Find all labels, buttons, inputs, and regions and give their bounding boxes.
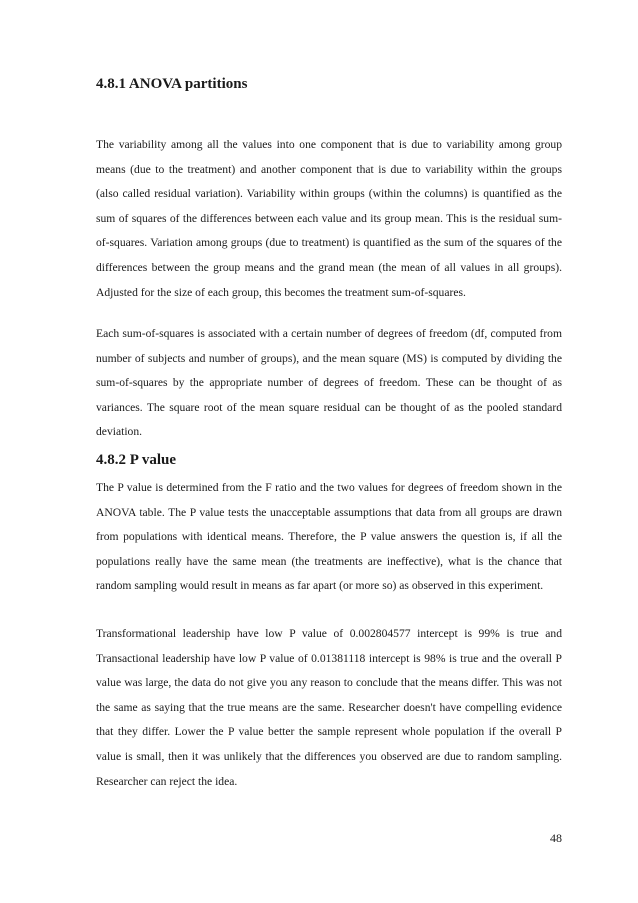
paragraph-variability: The variability among all the values into one component that is due to variability among group means (due to the treatment) and another component that is due to variability within the groups (also called residual variation). Variability within groups (within the columns) is quantified as the sum of squares of the differences between each value and its group mean. This is the residual sum-of-squares. Variation among groups (due to treatment) is quantified as the sum of the squares of the differences between the group means and the grand mean (the mean of all values in all groups). Adjusted for the size of each group, this becomes the treatment sum-of-squares. [96, 138, 562, 299]
paragraph-sum-of-squares: Each sum-of-squares is associated with a certain number of degrees of freedom (df, computed from number of subjects and number of groups), and the mean square (MS) is computed by dividing the sum-of-squares by the appropriate number of degrees of freedom. These can be thought of as variances. The square root of the mean square residual can be thought of as the pooled standard deviation. [96, 327, 562, 439]
page-number: 48 [550, 831, 562, 845]
section-heading-p-value: 4.8.2 P value [96, 452, 177, 468]
paragraph-p-value-definition: The P value is determined from the F ratio and the two values for degrees of freedom shown in the ANOVA table. The P value tests the unacceptable assumptions that data from all groups are drawn from populations with identical means. Therefore, the P value answers the question is, if all the populations really have the same mean (the treatments are ineffective), what is the chance that random sampling would result in means as far apart (or more so) as observed in this experiment. [96, 481, 562, 593]
section-heading-anova-partitions: 4.8.1 ANOVA partitions [96, 76, 248, 92]
paragraph-leadership-results: Transformational leadership have low P value of 0.002804577 intercept is 99% is true and Transactional leadership have low P value of 0.01381118 intercept is 98% is true and the overall P value was large, the data do not give you any reason to conclude that the means differ. This was not the same as saying that the true means are the same. Researcher doesn't have compelling evidence that they differ. Lower the P value better the sample represent whole population if the overall P value is small, then it was unlikely that the differences you observed are due to random sampling. Researcher can reject the idea. [96, 627, 562, 788]
